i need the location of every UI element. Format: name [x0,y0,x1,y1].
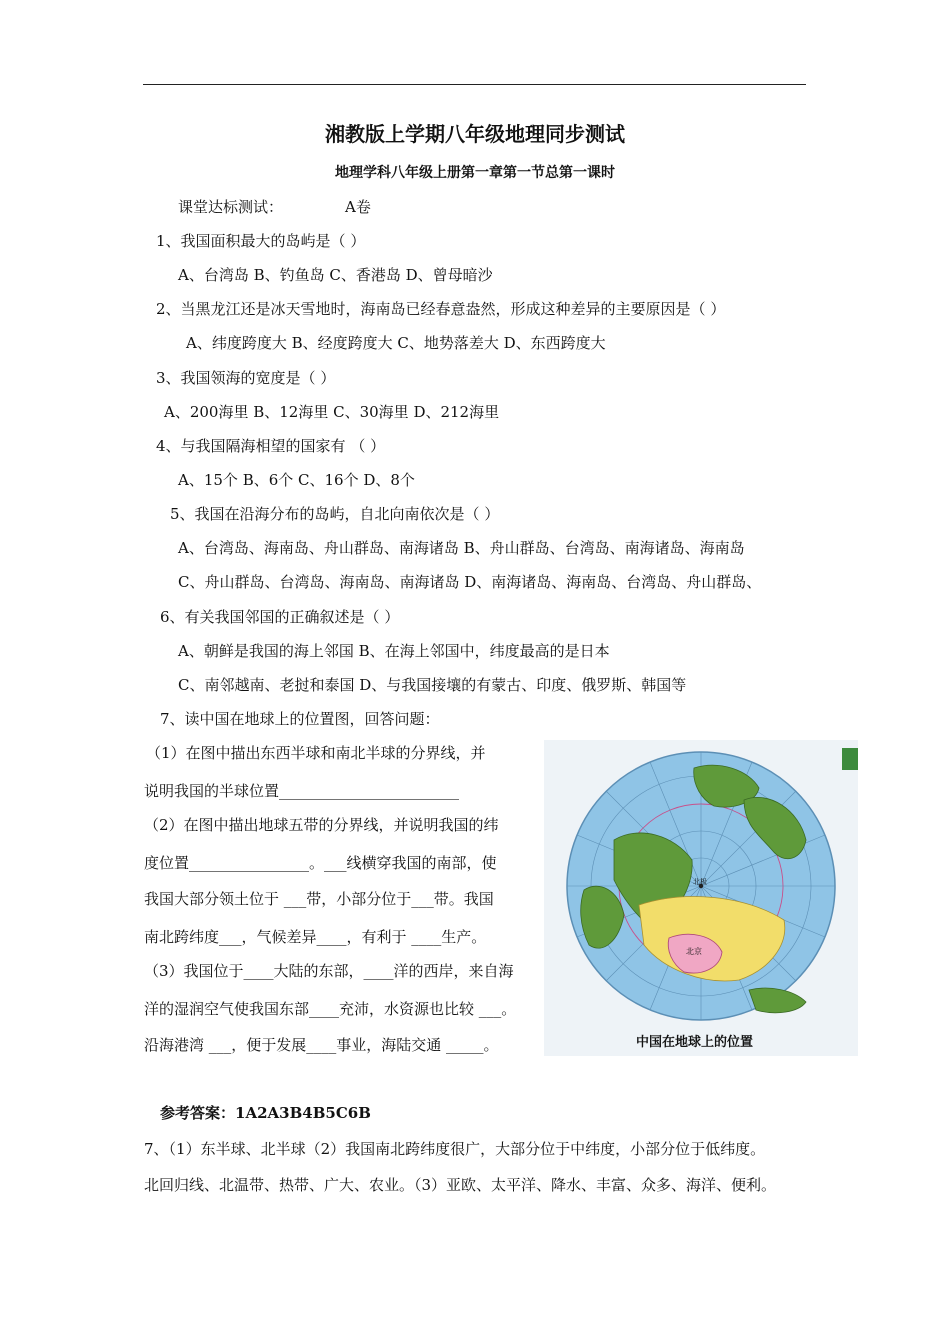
page-subtitle: 地理学科八年级上册第一章第一节总第一课时 [335,165,615,181]
q7-line-5: 我国大部分领土位于 ___带，小部分位于___带。我国 [144,890,494,908]
polar-map-svg [544,740,858,1056]
answers-line-2: 北回归线、北温带、热带、广大、农业。（3）亚欧、太平洋、降水、丰富、众多、海洋、便利。 [144,1176,777,1194]
question-6-stem: 6、有关我国邻国的正确叙述是（ ） [160,608,400,626]
section-label: 课堂达标测试： [178,198,284,216]
question-5-stem: 5、我国在沿海分布的岛屿，自北向南依次是（ ） [170,505,500,523]
header-rule [143,84,806,85]
question-5-options-ab: A、台湾岛、海南岛、舟山群岛、南海诸岛 B、舟山群岛、台湾岛、南海诸岛、海南岛 [178,539,745,557]
q7-line-2: 说明我国的半球位置________________________ [144,782,460,800]
question-1-options: A、台湾岛 B、钓鱼岛 C、香港岛 D、曾母暗沙 [178,266,493,284]
section-volume: A卷 [345,198,371,216]
china-position-map [544,740,858,1056]
question-6-options-ab: A、朝鲜是我国的海上邻国 B、在海上邻国中，纬度最高的是日本 [178,642,610,660]
question-3-options: A、200海里 B、12海里 C、30海里 D、212海里 [164,403,500,421]
q7-line-3: （2）在图中描出地球五带的分界线，并说明我国的纬 [144,816,499,834]
page-title: 湘教版上学期八年级地理同步测试 [325,122,625,146]
question-6-options-cd: C、南邻越南、老挝和泰国 D、与我国接壤的有蒙古、印度、俄罗斯、韩国等 [178,676,687,694]
map-caption: 中国在地球上的位置 [636,1035,754,1050]
map-corner-swatch [842,748,858,770]
question-1-stem: 1、我国面积最大的岛屿是（ ） [156,232,366,250]
question-5-options-cd: C、舟山群岛、台湾岛、海南岛、南海诸岛 D、南海诸岛、海南岛、台湾岛、舟山群岛、 [178,573,762,591]
answers-heading: 参考答案：1A2A3B4B5C6B [160,1104,371,1122]
north-pole-label: 北极 [693,878,707,886]
question-4-stem: 4、与我国隔海相望的国家有 （ ） [156,437,386,455]
question-3-stem: 3、我国领海的宽度是（ ） [156,369,336,387]
q7-line-1: （1）在图中描出东西半球和南北半球的分界线，并 [146,744,486,762]
question-2-stem: 2、当黑龙江还是冰天雪地时，海南岛已经春意盎然，形成这种差异的主要原因是（ ） [156,300,726,318]
q7-line-6: 南北跨纬度___，气候差异____，有利于 ____生产。 [144,928,487,946]
q7-line-7: （3）我国位于____大陆的东部，____洋的西岸，来自海 [144,962,514,980]
question-2-options: A、纬度跨度大 B、经度跨度大 C、地势落差大 D、东西跨度大 [186,334,606,352]
question-7-stem: 7、读中国在地球上的位置图，回答问题： [160,710,440,728]
q7-line-8: 洋的湿润空气使我国东部____充沛，水资源也比较 ___。 [144,1000,517,1018]
beijing-label: 北京 [686,947,702,956]
q7-line-4: 度位置________________。___线横穿我国的南部，使 [144,854,497,872]
q7-line-9: 沿海港湾 ___，便于发展____事业，海陆交通 _____。 [144,1036,499,1054]
answers-line-1: 7、（1）东半球、北半球（2）我国南北跨纬度很广，大部分位于中纬度，小部分位于低纬度。 [144,1140,766,1158]
question-4-options: A、15个 B、6个 C、16个 D、8个 [178,471,415,489]
